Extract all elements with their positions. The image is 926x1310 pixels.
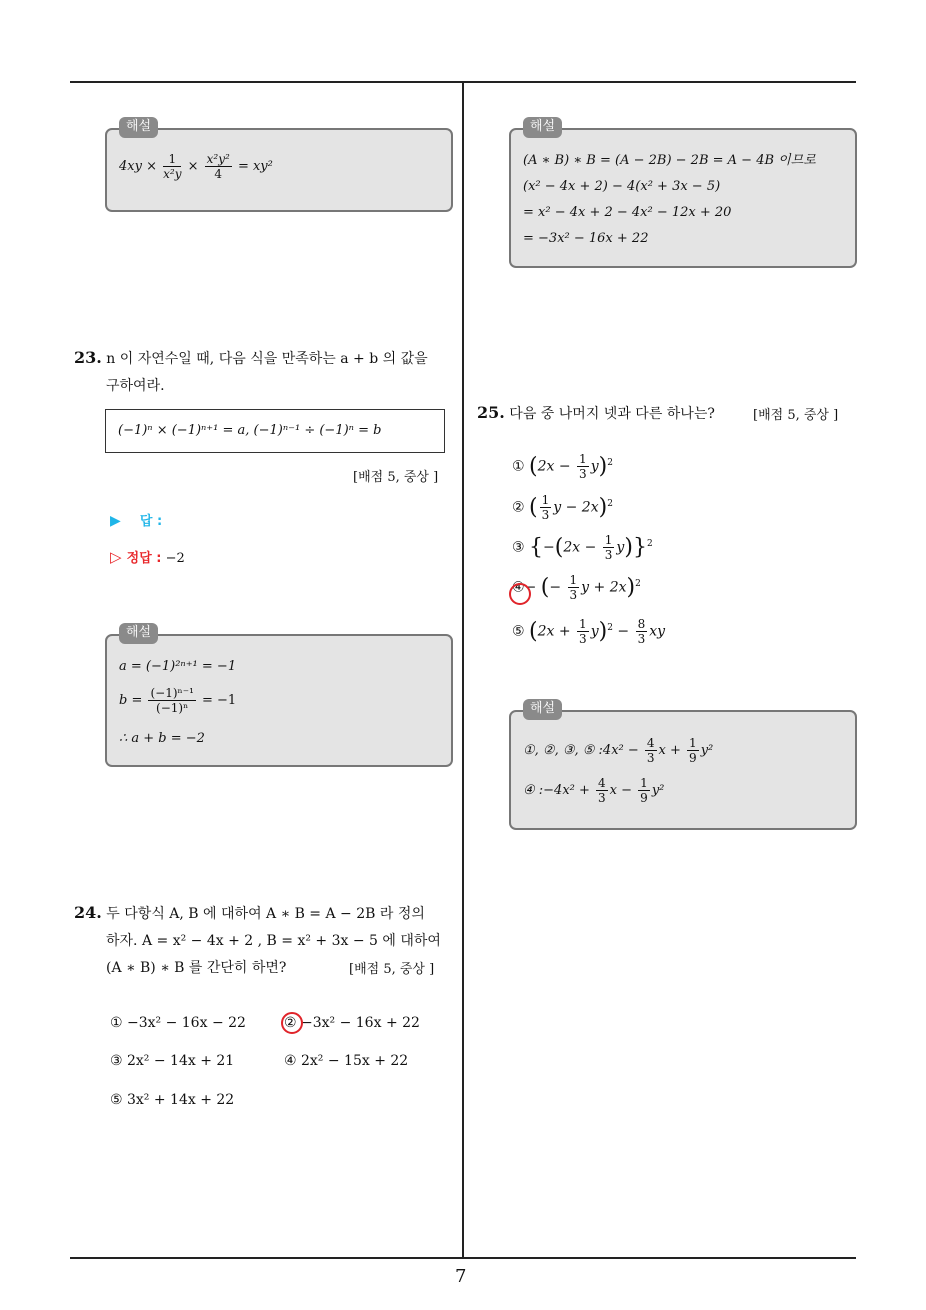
answer-row [110,510,162,529]
outline-arrow-icon: ▷ [110,548,122,566]
question-23-formula-box: (−1)ⁿ × (−1)ⁿ⁺¹ = a, (−1)ⁿ⁻¹ ÷ (−1)ⁿ = b [105,409,445,453]
play-arrow-icon: ▶ [110,513,121,529]
question-23-score: [배점 5, 중상 ] [353,470,439,485]
question-23: 23. n 이 자연수일 때, 다음 식을 만족하는 a + b 의 값을 구하여라. [74,348,428,394]
solution-23-line-3: ∴ a + b = −2 [119,731,205,746]
solution-24-line-4: = −3x² − 16x + 22 [523,231,649,246]
fraction: $\frac{\text{(−1)ⁿ⁻¹}}{\text{(−1)ⁿ}}$ [150,686,194,715]
q25-choice-5[interactable]: ⑤ (2x + $\frac{1}{3}$ y)$^2$ − $\frac{8}{3}$ xy [512,617,666,646]
answer-label: 답 : [139,514,163,529]
solution-22-line: 4xy × $\frac{1}{\text{x²y}}$ × $\frac{\text{x²y²}}{4}$ = xy² [119,152,273,181]
correct-answer-row [110,546,185,572]
question-24: 24. 두 다항식 A, B 에 대하여 A ∗ B = A − 2B 라 정의 하자. A = x² − 4x + 2 , B = x² + 3x − 5 에 대하여 (A ∗ B) ∗ B 를 간단히 하면? [74,903,441,976]
solution-23-line-1: a = (−1)²ⁿ⁺¹ = −1 [119,659,237,674]
solution-box-23 [105,634,453,767]
selected-mark-icon [281,1012,303,1034]
solution-tag: 해설 [119,623,158,644]
q24-choice-3[interactable]: ③ 2x² − 14x + 21 [110,1053,235,1069]
question-25-score: [배점 5, 중상 ] [753,408,839,423]
solution-24-line-2: (x² − 4x + 2) − 4(x² + 3x − 5) [523,179,721,194]
correct-value: −2 [161,551,185,566]
correct-label: 정답 : [126,551,162,566]
selected-mark-icon [509,583,531,605]
q25-choice-2[interactable]: ② ( $\frac{1}{3}$ y − 2x)$^2$ [512,493,613,522]
fraction: $\frac{\text{x²y²}}{4}$ [206,152,230,181]
solution-24-line-1: (A ∗ B) ∗ B = (A − 2B) − 2B = A − 4B 이므로 [523,153,816,168]
q24-choice-2[interactable]: ② −3x² − 16x + 22 [284,1015,420,1031]
question-25: 25. 다음 중 나머지 넷과 다른 하나는? [477,403,715,422]
q24-choice-5[interactable]: ⑤ 3x² + 14x + 22 [110,1092,235,1108]
solution-box-24 [509,128,857,268]
solution-tag: 해설 [119,117,158,138]
q24-choice-4[interactable]: ④ 2x² − 15x + 22 [284,1053,409,1069]
fraction: $\frac{1}{\text{x²y}}$ [163,152,182,181]
q25-choice-1[interactable]: ① (2x − $\frac{1}{3}$ y)$^2$ [512,452,613,481]
solution-24-line-3: = x² − 4x + 2 − 4x² − 12x + 20 [523,205,732,220]
q25-choice-3[interactable]: ③ {−(2x − $\frac{1}{3}$ y)}$^2$ [512,533,653,562]
q24-choice-1[interactable]: ① −3x² − 16x − 22 [110,1015,246,1031]
solution-tag: 해설 [523,699,562,720]
solution-23-line-2: b = $\frac{\text{(−1)ⁿ⁻¹}}{\text{(−1)ⁿ}}$ = −1 [119,686,237,715]
solution-tag: 해설 [523,117,562,138]
q25-choice-4[interactable]: ④− (− $\frac{1}{3}$ y + 2x)$^2$ [512,573,641,602]
column-divider [462,82,464,1258]
bottom-rule [70,1257,856,1259]
solution-25-line-1: ①, ②, ③, ⑤ :4x² − $\frac{4}{3}$ x + $\frac{1}{9}$ y² [523,736,714,765]
solution-box-22 [105,128,453,212]
page-number: 7 [455,1266,467,1287]
solution-25-line-2: ④ :−4x² + $\frac{4}{3}$ x − $\frac{1}{9}$ y² [523,776,665,805]
solution-box-25 [509,710,857,830]
question-24-score: [배점 5, 중상 ] [349,962,435,977]
